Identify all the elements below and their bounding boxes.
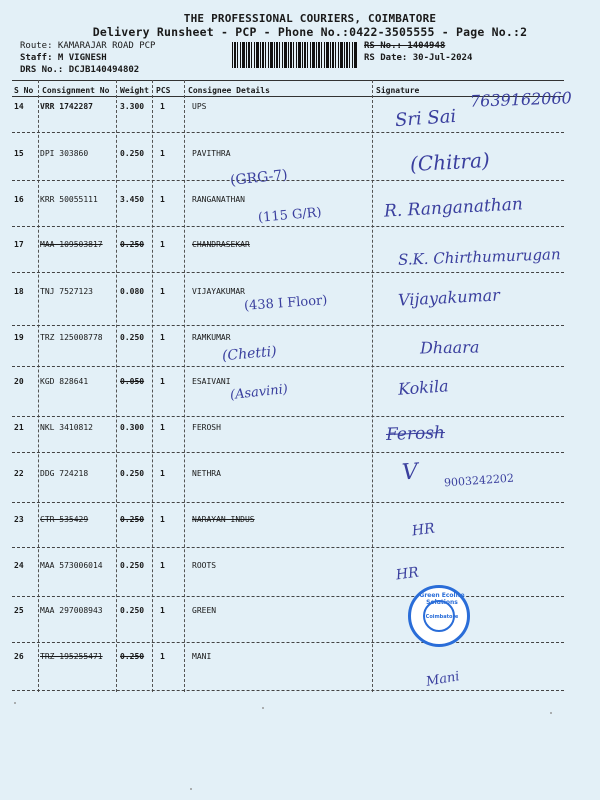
row-consignment: DPI 303860 — [40, 149, 89, 158]
row-pcs: 1 — [160, 561, 165, 570]
row-sno: 21 — [14, 423, 24, 432]
col-header-consignment: Consignment No — [42, 86, 110, 95]
runsheet-subtitle: Delivery Runsheet - PCP - Phone No.:0422-3505555 - Page No.:2 — [92, 25, 528, 39]
row-consignee: FEROSH — [192, 423, 221, 432]
handwritten-signature: (Chitra) — [409, 147, 491, 177]
company-stamp — [408, 585, 470, 647]
col-header-pcs: PCS — [156, 86, 171, 95]
row-consignee: ESAIVANI — [192, 377, 231, 386]
row-pcs: 1 — [160, 287, 165, 296]
column-divider — [152, 80, 153, 692]
row-consignee: NETHRA — [192, 469, 221, 478]
row-weight: 0.250 — [120, 515, 145, 524]
row-divider — [12, 642, 564, 643]
speck — [550, 712, 552, 714]
row-sno: 16 — [14, 195, 24, 204]
row-weight: 0.300 — [120, 423, 145, 432]
row-consignment: NKL 3410812 — [40, 423, 93, 432]
row-weight: 0.080 — [120, 287, 145, 296]
handwritten-signature: Mani — [424, 669, 461, 690]
column-divider — [184, 80, 185, 692]
row-consignee: PAVITHRA — [192, 149, 231, 158]
row-divider — [12, 272, 564, 273]
handwritten-note: (Chetti) — [221, 343, 278, 365]
row-pcs: 1 — [160, 652, 165, 661]
row-sno: 25 — [14, 606, 24, 615]
row-pcs: 1 — [160, 423, 165, 432]
row-sno: 23 — [14, 515, 24, 524]
row-pcs: 1 — [160, 195, 165, 204]
handwritten-signature: Sri Sai — [394, 105, 457, 132]
row-weight: 3.300 — [120, 102, 145, 111]
row-consignment: MAA 109503817 — [40, 240, 103, 249]
handwritten-note: (Asavini) — [229, 382, 289, 403]
col-header-consignee: Consignee Details — [188, 86, 270, 95]
row-divider — [12, 547, 564, 548]
row-weight: 3.450 — [120, 195, 145, 204]
row-consignment: TNJ 7527123 — [40, 287, 93, 296]
speck — [14, 702, 16, 704]
row-pcs: 1 — [160, 333, 165, 342]
row-weight: 0.250 — [120, 333, 145, 342]
column-divider — [116, 80, 117, 692]
handwritten-note: (438 I Floor) — [243, 293, 328, 314]
handwritten-note: (GRG-7) — [229, 167, 289, 189]
row-consignment: MAA 297008943 — [40, 606, 103, 615]
table-top-border — [12, 80, 564, 81]
barcode — [232, 42, 358, 68]
row-consignment: VRR 1742287 — [40, 102, 93, 111]
row-consignment: DDG 724218 — [40, 469, 89, 478]
stamp-center-text: Coimbatore — [425, 614, 459, 620]
handwritten-signature: Kokila — [397, 376, 450, 399]
route-label: Route: KAMARAJAR ROAD PCP — [20, 41, 156, 51]
handwritten-signature: R. Ranganathan — [383, 194, 524, 222]
handwritten-signature: Vijayakumar — [397, 285, 501, 310]
row-pcs: 1 — [160, 515, 165, 524]
row-sno: 18 — [14, 287, 24, 296]
row-consignment: CTR 535429 — [40, 515, 89, 524]
handwritten-note: (115 G/R) — [257, 205, 323, 226]
col-header-signature: Signature — [376, 86, 420, 95]
table-bottom-border — [12, 690, 564, 691]
drs-number: DRS No.: DCJB140494802 — [20, 65, 140, 75]
row-consignment: KRR 50055111 — [40, 195, 98, 204]
row-consignee: MANI — [192, 652, 212, 661]
row-pcs: 1 — [160, 469, 165, 478]
row-weight: 0.250 — [120, 240, 145, 249]
row-consignee: GREEN — [192, 606, 217, 615]
row-sno: 14 — [14, 102, 24, 111]
row-divider — [12, 416, 564, 417]
row-consignee: RAMKUMAR — [192, 333, 231, 342]
row-weight: 0.250 — [120, 652, 145, 661]
row-divider — [12, 366, 564, 367]
row-pcs: 1 — [160, 377, 165, 386]
col-header-sno: S No — [14, 86, 34, 95]
row-divider — [12, 502, 564, 503]
staff-label: Staff: M VIGNESH — [20, 53, 107, 63]
row-sno: 26 — [14, 652, 24, 661]
row-consignee: VIJAYAKUMAR — [192, 287, 245, 296]
row-consignment: TRZ 125008778 — [40, 333, 103, 342]
company-title: THE PROFESSIONAL COURIERS, COIMBATORE — [183, 12, 437, 25]
col-header-weight: Weight — [120, 86, 149, 95]
row-consignee: CHANDRASEKAR — [192, 240, 250, 249]
handwritten-signature: Ferosh — [385, 422, 446, 446]
handwritten-phone: 9003242202 — [443, 471, 515, 490]
row-weight: 0.250 — [120, 606, 145, 615]
speck — [262, 707, 264, 709]
row-consignee: RANGANATHAN — [192, 195, 245, 204]
handwritten-phone: 7639162060 — [469, 88, 573, 111]
row-sno: 17 — [14, 240, 24, 249]
row-pcs: 1 — [160, 102, 165, 111]
stamp-text: Green Ecolite Solutions — [419, 592, 465, 606]
rs-date: RS Date: 30-Jul-2024 — [364, 53, 473, 63]
row-consignment: MAA 573006014 — [40, 561, 103, 570]
row-weight: 0.250 — [120, 469, 145, 478]
row-sno: 22 — [14, 469, 24, 478]
row-weight: 0.250 — [120, 561, 145, 570]
column-divider — [372, 80, 373, 692]
row-sno: 19 — [14, 333, 24, 342]
row-divider — [12, 596, 564, 597]
row-pcs: 1 — [160, 606, 165, 615]
handwritten-signature: HR — [410, 520, 436, 540]
row-divider — [12, 132, 564, 133]
rs-number: RS No.: 1404948 — [364, 41, 446, 51]
row-sno: 20 — [14, 377, 24, 386]
row-divider — [12, 452, 564, 453]
row-consignee: UPS — [192, 102, 207, 111]
speck — [190, 788, 192, 790]
handwritten-signature: Dhaara — [419, 337, 480, 358]
row-divider — [12, 325, 564, 326]
row-weight: 0.250 — [120, 149, 145, 158]
row-consignee: NARAYAN INDUS — [192, 515, 255, 524]
row-weight: 0.050 — [120, 377, 145, 386]
row-divider — [12, 226, 564, 227]
handwritten-signature: S.K. Chirthumurugan — [397, 245, 561, 269]
row-sno: 24 — [14, 561, 24, 570]
column-divider — [38, 80, 39, 692]
row-pcs: 1 — [160, 240, 165, 249]
row-pcs: 1 — [160, 149, 165, 158]
handwritten-initial: V — [401, 459, 419, 486]
row-sno: 15 — [14, 149, 24, 158]
row-consignee: ROOTS — [192, 561, 217, 570]
row-consignment: TRZ 195255471 — [40, 652, 103, 661]
row-consignment: KGD 828641 — [40, 377, 89, 386]
handwritten-signature: HR — [394, 564, 420, 584]
